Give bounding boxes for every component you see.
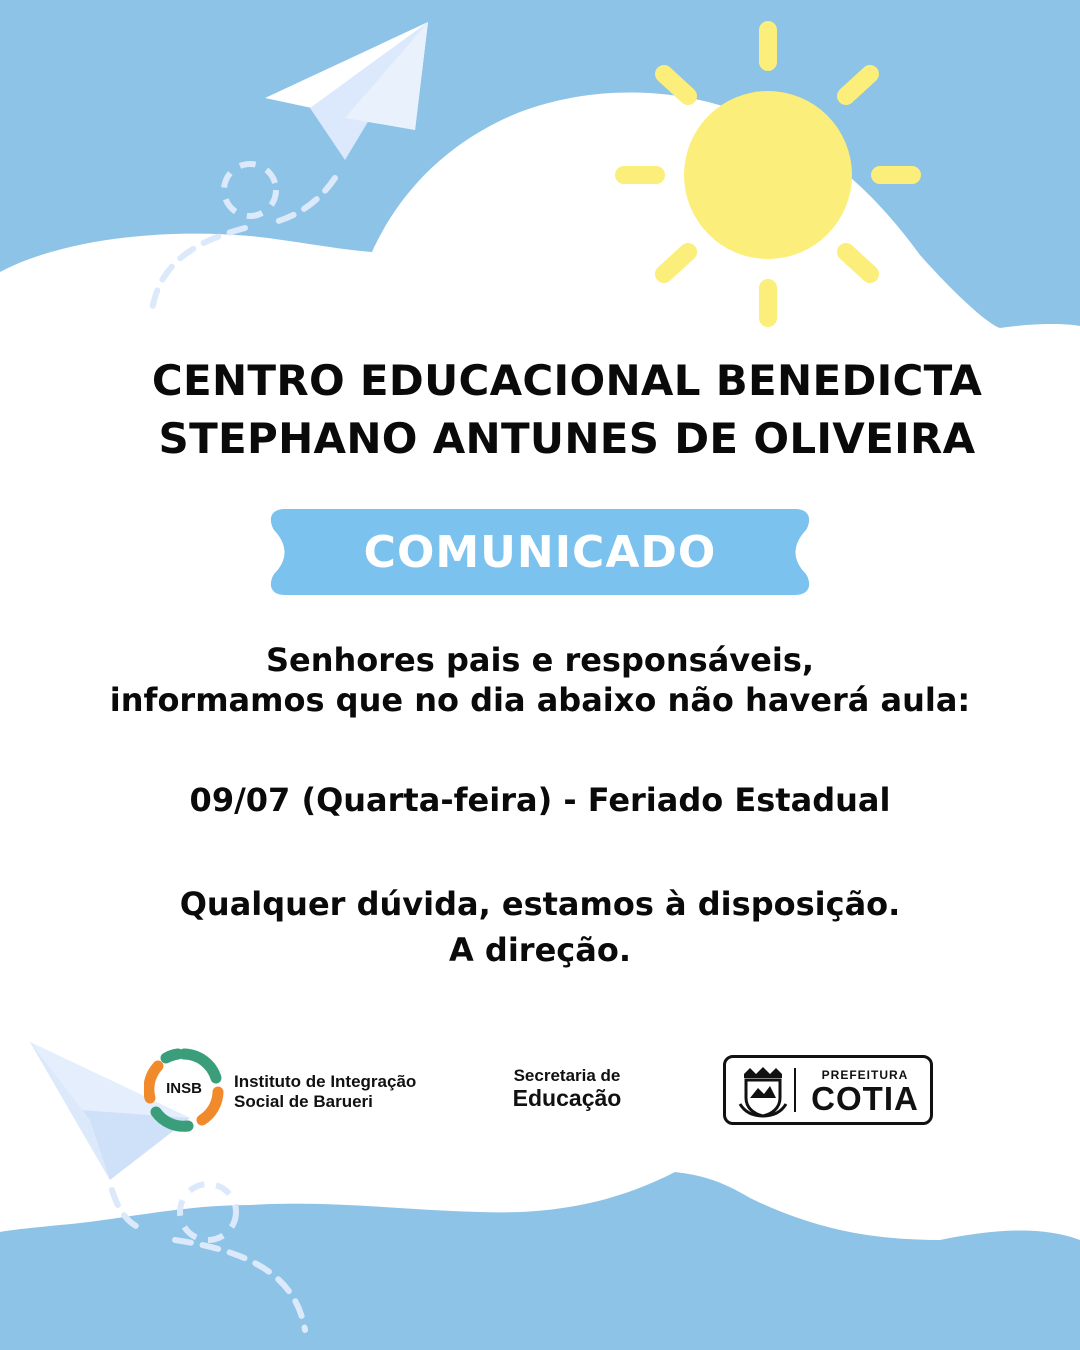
message-greeting: Senhores pais e responsáveis,	[265, 641, 815, 679]
school-name-line1: CENTRO EDUCACIONAL BENEDICTA	[151, 356, 983, 405]
insb-name-line2: Social de Barueri	[234, 1092, 373, 1111]
message-date-line: 09/07 (Quarta-feira) - Feriado Estadual	[189, 781, 891, 819]
secretaria-line1: Secretaria de	[513, 1066, 621, 1085]
message-signature: A direção.	[449, 931, 631, 969]
message-intro: informamos que no dia abaixo não haverá aula:	[109, 681, 971, 719]
insb-mark: INSB	[166, 1080, 202, 1097]
message-closing: Qualquer dúvida, estamos à disposição.	[179, 885, 901, 923]
insb-name-line1: Instituto de Integração	[234, 1072, 417, 1091]
cotia-logo	[723, 1055, 933, 1125]
secretaria-line2: Educação	[512, 1085, 622, 1111]
insb-logo	[140, 1048, 440, 1132]
school-name-line2: STEPHANO ANTUNES DE OLIVEIRA	[158, 414, 976, 463]
comunicado-label: COMUNICADO	[363, 527, 717, 578]
cotia-divider	[794, 1068, 796, 1112]
cotia-crest-icon	[736, 1064, 790, 1118]
cotia-big-label: COTIA	[811, 1080, 919, 1117]
secretaria-logo	[470, 1066, 664, 1110]
cotia-small-label: PREFEITURA	[821, 1068, 909, 1082]
school-name	[0, 352, 1080, 468]
insb-name	[234, 1072, 416, 1112]
